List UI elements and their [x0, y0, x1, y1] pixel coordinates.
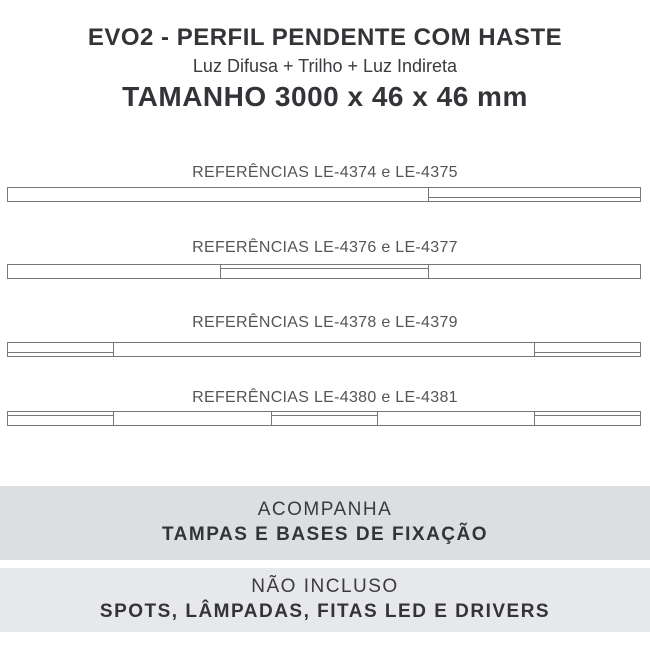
profile-segment [7, 342, 114, 357]
included-heading: ACOMPANHA [257, 499, 393, 520]
included-items: TAMPAS E BASES DE FIXAÇÃO [161, 524, 489, 545]
profile-segment [428, 187, 641, 202]
profile-segment [271, 411, 378, 426]
profile-segment [534, 342, 641, 357]
profile-segment [534, 411, 641, 426]
config-label: REFERÊNCIAS LE-4374 e LE-4375 [192, 164, 458, 181]
not-included-heading: NÃO INCLUSO [251, 576, 399, 597]
page-subtitle: Luz Difusa + Trilho + Luz Indireta [192, 56, 458, 76]
profile-diagram [7, 264, 641, 279]
page-title: EVO2 - PERFIL PENDENTE COM HASTE [87, 24, 563, 51]
config-label: REFERÊNCIAS LE-4378 e LE-4379 [192, 314, 458, 331]
not-included-band [0, 568, 650, 632]
profile-segment [220, 264, 429, 279]
size-heading: TAMANHO 3000 x 46 x 46 mm [122, 81, 528, 112]
not-included-items: SPOTS, LÂMPADAS, FITAS LED E DRIVERS [99, 601, 551, 622]
profile-segment [7, 411, 114, 426]
profile-diagram [7, 342, 641, 357]
profile-diagram [7, 411, 641, 426]
config-label: REFERÊNCIAS LE-4376 e LE-4377 [192, 239, 458, 256]
config-label: REFERÊNCIAS LE-4380 e LE-4381 [192, 389, 458, 406]
profile-diagram [7, 187, 641, 202]
included-band [0, 486, 650, 560]
